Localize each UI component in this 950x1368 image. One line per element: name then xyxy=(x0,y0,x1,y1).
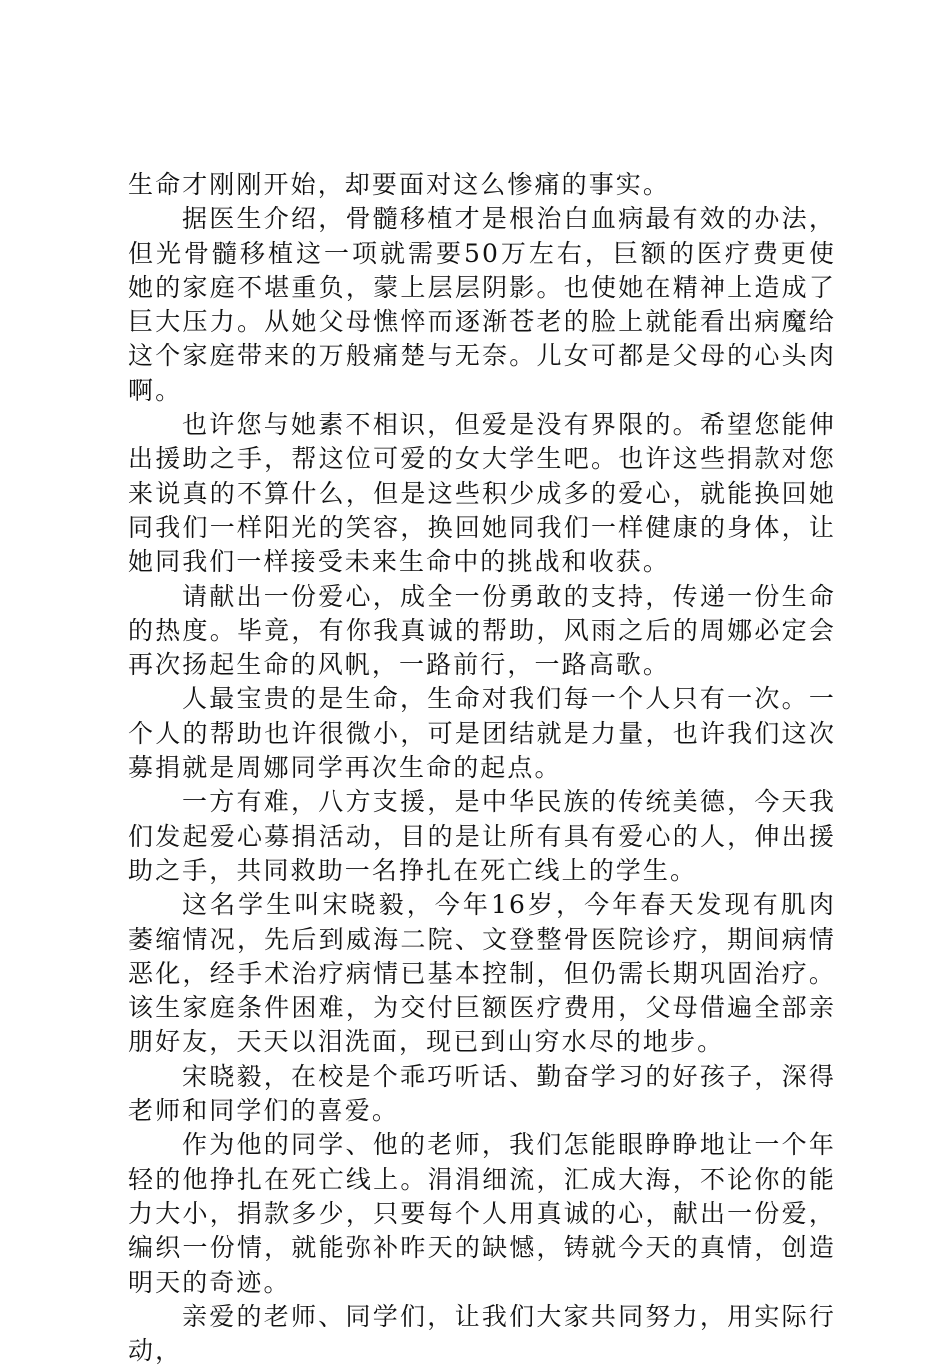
paragraph-student-situation: 这名学生叫宋晓毅，今年16岁，今年春天发现有肌肉萎缩情况，先后到威海二院、文登整骨医院诊疗，期间病情恶化，经手术治疗病情已基本控制，但仍需长期巩固治疗。该生家庭条件困难，为交付巨额医疗费用，父母借遍全部亲朋好友，天天以泪洗面，现已到山穷水尽的地步。 xyxy=(128,890,836,1057)
paragraph-fundraising-purpose: 一方有难，八方支援，是中华民族的传统美德，今天我们发起爱心募捐活动，目的是让所有具有爱心的人，伸出援助之手，共同救助一名挣扎在死亡线上的学生。 xyxy=(128,787,836,885)
document-body xyxy=(128,168,836,1368)
paragraph-life-precious: 人最宝贵的是生命，生命对我们每一个人只有一次。一个人的帮助也许很微小，可是团结就是力量，也许我们这次募捐就是周娜同学再次生命的起点。 xyxy=(128,684,836,783)
paragraph-continuation: 生命才刚刚开始，却要面对这么惨痛的事实。 xyxy=(128,170,671,199)
paragraph-bone-marrow-cost: 据医生介绍，骨髓移植才是根治白血病最有效的办法，但光骨髓移植这一项就需要50万左右，巨额的医疗费更使她的家庭不堪重负，蒙上层层阴影。也使她在精神上造成了巨大压力。从她父母憔悴而逐渐苍老的脸上就能看出病魔给这个家庭带来的万般痛楚与无奈。儿女可都是父母的心头肉啊。 xyxy=(128,204,836,405)
paragraph-call-to-action: 作为他的同学、他的老师，我们怎能眼睁睁地让一个年轻的他挣扎在死亡线上。涓涓细流，汇成大海，不论你的能力大小，捐款多少，只要每个人用真诚的心，献出一份爱，编织一份情，就能弥补昨天的缺憾，铸就今天的真情，创造明天的奇迹。 xyxy=(128,1130,836,1297)
paragraph-offer-love: 请献出一份爱心，成全一份勇敢的支持，传递一份生命的热度。毕竟，有你我真诚的帮助，风雨之后的周娜必定会再次扬起生命的风帆，一路前行，一路高歌。 xyxy=(128,581,836,680)
paragraph-closing: 亲爱的老师、同学们，让我们大家共同努力，用实际行动， xyxy=(128,1301,836,1366)
paragraph-love-no-boundaries: 也许您与她素不相识，但爱是没有界限的。希望您能伸出援助之手，帮这位可爱的女大学生吧。也许这些捐款对您来说真的不算什么，但是这些积少成多的爱心，就能换回她同我们一样阳光的笑容，换回她同我们一样健康的身体，让她同我们一样接受未来生命中的挑战和收获。 xyxy=(128,410,836,577)
paragraph-student-character: 宋晓毅，在校是个乖巧听话、勤奋学习的好孩子，深得老师和同学们的喜爱。 xyxy=(128,1061,836,1126)
